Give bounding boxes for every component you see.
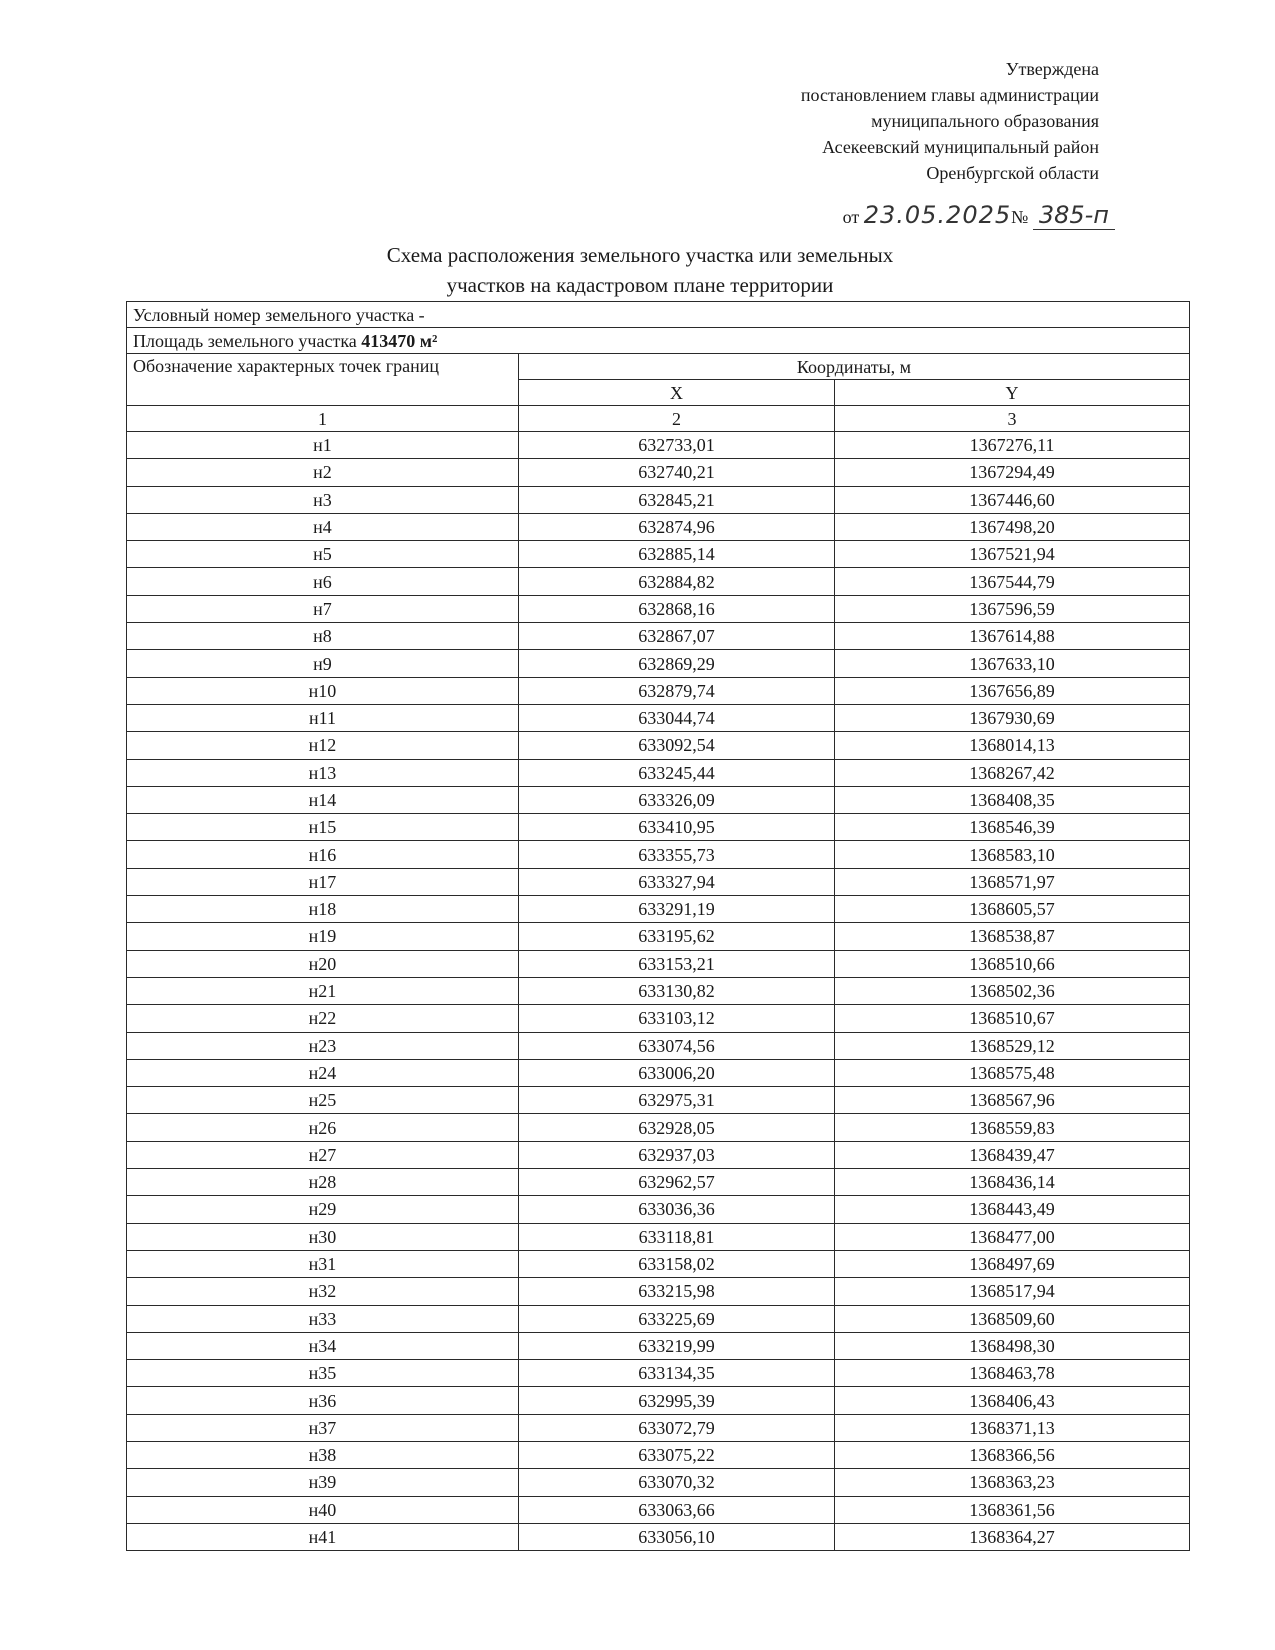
point-cell: н32 — [127, 1278, 519, 1305]
y-coordinate-cell: 1368366,56 — [835, 1441, 1190, 1468]
table-row — [127, 650, 1190, 677]
x-coordinate-cell: 633195,62 — [519, 923, 835, 950]
points-header: Обозначение характерных точек границ — [127, 354, 519, 406]
point-cell: н19 — [127, 923, 519, 950]
x-coordinate-cell: 632874,96 — [519, 513, 835, 540]
point-cell: н31 — [127, 1250, 519, 1277]
y-coordinate-cell: 1368509,60 — [835, 1305, 1190, 1332]
x-coordinate-cell: 633291,19 — [519, 896, 835, 923]
point-cell: н18 — [127, 896, 519, 923]
x-coordinate-cell: 633092,54 — [519, 732, 835, 759]
y-coordinate-cell: 1368529,12 — [835, 1032, 1190, 1059]
column-number-row — [127, 406, 1190, 432]
y-coordinate-cell: 1368510,67 — [835, 1005, 1190, 1032]
approval-line-1: Утверждена — [1005, 59, 1099, 79]
table-row — [127, 868, 1190, 895]
table-row — [127, 1250, 1190, 1277]
table-row — [127, 541, 1190, 568]
point-cell: н15 — [127, 814, 519, 841]
table-row — [127, 814, 1190, 841]
point-cell: н26 — [127, 1114, 519, 1141]
y-coordinate-cell: 1368436,14 — [835, 1169, 1190, 1196]
y-coordinate-cell: 1367930,69 — [835, 704, 1190, 731]
point-cell: н4 — [127, 513, 519, 540]
table-row — [127, 841, 1190, 868]
x-coordinate-cell: 632868,16 — [519, 595, 835, 622]
point-cell: н3 — [127, 486, 519, 513]
x-coordinate-cell: 633074,56 — [519, 1032, 835, 1059]
point-cell: н11 — [127, 704, 519, 731]
table-row — [127, 1141, 1190, 1168]
point-cell: н33 — [127, 1305, 519, 1332]
point-cell: н24 — [127, 1059, 519, 1086]
point-cell: н35 — [127, 1360, 519, 1387]
y-coordinate-cell: 1368463,78 — [835, 1360, 1190, 1387]
table-row — [127, 459, 1190, 486]
approval-line-4: Асекеевский муниципальный район — [822, 137, 1099, 157]
table-row — [127, 568, 1190, 595]
x-coordinate-cell: 633245,44 — [519, 759, 835, 786]
table-row — [127, 1387, 1190, 1414]
y-coordinate-cell: 1367276,11 — [835, 432, 1190, 459]
table-row — [127, 1005, 1190, 1032]
x-coordinate-cell: 633044,74 — [519, 704, 835, 731]
point-cell: н7 — [127, 595, 519, 622]
x-coordinate-cell: 632885,14 — [519, 541, 835, 568]
area-cell — [127, 328, 1190, 354]
y-coordinate-cell: 1367614,88 — [835, 623, 1190, 650]
table-row — [127, 1469, 1190, 1496]
y-coordinate-cell: 1368371,13 — [835, 1414, 1190, 1441]
x-coordinate-cell: 632995,39 — [519, 1387, 835, 1414]
x-coordinate-cell: 633326,09 — [519, 786, 835, 813]
point-cell: н17 — [127, 868, 519, 895]
table-row — [127, 759, 1190, 786]
y-coordinate-cell: 1367498,20 — [835, 513, 1190, 540]
conditional-number-row — [127, 302, 1190, 328]
point-cell: н41 — [127, 1523, 519, 1550]
table-row — [127, 1032, 1190, 1059]
table-row — [127, 1196, 1190, 1223]
y-coordinate-cell: 1368575,48 — [835, 1059, 1190, 1086]
y-header: Y — [835, 380, 1190, 406]
x-coordinate-cell: 632975,31 — [519, 1087, 835, 1114]
point-cell: н37 — [127, 1414, 519, 1441]
x-coordinate-cell: 632879,74 — [519, 677, 835, 704]
header-row — [127, 354, 1190, 380]
y-coordinate-cell: 1368502,36 — [835, 977, 1190, 1004]
x-coordinate-cell: 633355,73 — [519, 841, 835, 868]
y-coordinate-cell: 1367544,79 — [835, 568, 1190, 595]
table-row — [127, 977, 1190, 1004]
table-row — [127, 432, 1190, 459]
coords-header: Координаты, м — [519, 354, 1190, 380]
x-coordinate-cell: 633072,79 — [519, 1414, 835, 1441]
point-cell: н22 — [127, 1005, 519, 1032]
point-cell: н27 — [127, 1141, 519, 1168]
y-coordinate-cell: 1368583,10 — [835, 841, 1190, 868]
point-cell: н25 — [127, 1087, 519, 1114]
y-coordinate-cell: 1367294,49 — [835, 459, 1190, 486]
table-row — [127, 950, 1190, 977]
point-cell: н12 — [127, 732, 519, 759]
table-row — [127, 513, 1190, 540]
point-cell: н29 — [127, 1196, 519, 1223]
y-coordinate-cell: 1367596,59 — [835, 595, 1190, 622]
approval-line-5: Оренбургской области — [926, 163, 1099, 183]
y-coordinate-cell: 1368571,97 — [835, 868, 1190, 895]
y-coordinate-cell: 1368364,27 — [835, 1523, 1190, 1550]
table-row — [127, 1059, 1190, 1086]
point-cell: н40 — [127, 1496, 519, 1523]
table-row — [127, 1223, 1190, 1250]
area-row — [127, 328, 1190, 354]
table-row — [127, 1305, 1190, 1332]
point-cell: н9 — [127, 650, 519, 677]
table-row — [127, 486, 1190, 513]
x-coordinate-cell: 633225,69 — [519, 1305, 835, 1332]
order-prefix: от — [842, 207, 860, 227]
point-cell: н38 — [127, 1441, 519, 1468]
order-number: 385-п — [1033, 201, 1115, 230]
conditional-number-label: Условный номер земельного участка - — [127, 302, 1190, 328]
title-line-2: участков на кадастровом плане территории — [446, 273, 834, 297]
column-number-1: 1 — [127, 406, 519, 432]
x-coordinate-cell: 633118,81 — [519, 1223, 835, 1250]
table-row — [127, 732, 1190, 759]
point-cell: н14 — [127, 786, 519, 813]
x-coordinate-cell: 632884,82 — [519, 568, 835, 595]
column-number-2: 2 — [519, 406, 835, 432]
y-coordinate-cell: 1368538,87 — [835, 923, 1190, 950]
approval-block — [679, 56, 1099, 186]
y-coordinate-cell: 1368408,35 — [835, 786, 1190, 813]
table-row — [127, 1332, 1190, 1359]
x-coordinate-cell: 632845,21 — [519, 486, 835, 513]
y-coordinate-cell: 1368267,42 — [835, 759, 1190, 786]
x-coordinate-cell: 633063,66 — [519, 1496, 835, 1523]
x-coordinate-cell: 632869,29 — [519, 650, 835, 677]
x-coordinate-cell: 633070,32 — [519, 1469, 835, 1496]
y-coordinate-cell: 1368406,43 — [835, 1387, 1190, 1414]
column-number-3: 3 — [835, 406, 1190, 432]
x-coordinate-cell: 633056,10 — [519, 1523, 835, 1550]
y-coordinate-cell: 1368605,57 — [835, 896, 1190, 923]
y-coordinate-cell: 1367446,60 — [835, 486, 1190, 513]
point-cell: н5 — [127, 541, 519, 568]
table-row — [127, 1523, 1190, 1550]
order-date: 23.05.2025 — [863, 201, 1012, 229]
y-coordinate-cell: 1368567,96 — [835, 1087, 1190, 1114]
y-coordinate-cell: 1368443,49 — [835, 1196, 1190, 1223]
point-cell: н30 — [127, 1223, 519, 1250]
point-cell: н28 — [127, 1169, 519, 1196]
point-cell: н10 — [127, 677, 519, 704]
x-coordinate-cell: 632740,21 — [519, 459, 835, 486]
table-row — [127, 1278, 1190, 1305]
x-coordinate-cell: 633103,12 — [519, 1005, 835, 1032]
x-coordinate-cell: 632928,05 — [519, 1114, 835, 1141]
table-row — [127, 1087, 1190, 1114]
x-coordinate-cell: 633153,21 — [519, 950, 835, 977]
y-coordinate-cell: 1368439,47 — [835, 1141, 1190, 1168]
point-cell: н1 — [127, 432, 519, 459]
point-cell: н6 — [127, 568, 519, 595]
point-cell: н2 — [127, 459, 519, 486]
x-coordinate-cell: 632962,57 — [519, 1169, 835, 1196]
approval-line-2: постановлением главы администрации — [800, 85, 1099, 105]
x-coordinate-cell: 633219,99 — [519, 1332, 835, 1359]
point-cell: н13 — [127, 759, 519, 786]
y-coordinate-cell: 1368497,69 — [835, 1250, 1190, 1277]
table-row — [127, 623, 1190, 650]
area-value: 413470 м² — [361, 330, 438, 351]
x-coordinate-cell: 633006,20 — [519, 1059, 835, 1086]
y-coordinate-cell: 1368363,23 — [835, 1469, 1190, 1496]
point-cell: н16 — [127, 841, 519, 868]
y-coordinate-cell: 1368559,83 — [835, 1114, 1190, 1141]
y-coordinate-cell: 1367521,94 — [835, 541, 1190, 568]
x-coordinate-cell: 633327,94 — [519, 868, 835, 895]
point-cell: н23 — [127, 1032, 519, 1059]
point-cell: н34 — [127, 1332, 519, 1359]
x-coordinate-cell: 633410,95 — [519, 814, 835, 841]
x-coordinate-cell: 633130,82 — [519, 977, 835, 1004]
document-title — [340, 240, 940, 300]
order-line — [843, 200, 1115, 232]
title-line-1: Схема расположения земельного участка или земельных — [386, 243, 894, 267]
table-row — [127, 1114, 1190, 1141]
y-coordinate-cell: 1368510,66 — [835, 950, 1190, 977]
area-label: Площадь земельного участка — [133, 330, 357, 351]
point-cell: н36 — [127, 1387, 519, 1414]
point-cell: н39 — [127, 1469, 519, 1496]
x-coordinate-cell: 633158,02 — [519, 1250, 835, 1277]
y-coordinate-cell: 1368014,13 — [835, 732, 1190, 759]
x-coordinate-cell: 633036,36 — [519, 1196, 835, 1223]
x-coordinate-cell: 632733,01 — [519, 432, 835, 459]
y-coordinate-cell: 1367633,10 — [835, 650, 1190, 677]
y-coordinate-cell: 1368546,39 — [835, 814, 1190, 841]
point-cell: н21 — [127, 977, 519, 1004]
coordinates-table — [126, 301, 1190, 1551]
y-coordinate-cell: 1368361,56 — [835, 1496, 1190, 1523]
table-row — [127, 595, 1190, 622]
y-coordinate-cell: 1368517,94 — [835, 1278, 1190, 1305]
x-coordinate-cell: 633075,22 — [519, 1441, 835, 1468]
table-row — [127, 896, 1190, 923]
y-coordinate-cell: 1368477,00 — [835, 1223, 1190, 1250]
table-row — [127, 1169, 1190, 1196]
table-row — [127, 1496, 1190, 1523]
table-row — [127, 923, 1190, 950]
point-cell: н8 — [127, 623, 519, 650]
y-coordinate-cell: 1367656,89 — [835, 677, 1190, 704]
x-coordinate-cell: 633215,98 — [519, 1278, 835, 1305]
table-row — [127, 1414, 1190, 1441]
x-coordinate-cell: 633134,35 — [519, 1360, 835, 1387]
x-header: X — [519, 380, 835, 406]
table-row — [127, 1441, 1190, 1468]
x-coordinate-cell: 632867,07 — [519, 623, 835, 650]
x-coordinate-cell: 632937,03 — [519, 1141, 835, 1168]
table-row — [127, 704, 1190, 731]
table-row — [127, 677, 1190, 704]
approval-line-3: муниципального образования — [871, 111, 1099, 131]
point-cell: н20 — [127, 950, 519, 977]
y-coordinate-cell: 1368498,30 — [835, 1332, 1190, 1359]
table-row — [127, 1360, 1190, 1387]
order-number-sign: № — [1011, 207, 1029, 227]
points-body — [127, 432, 1190, 1551]
table-row — [127, 786, 1190, 813]
